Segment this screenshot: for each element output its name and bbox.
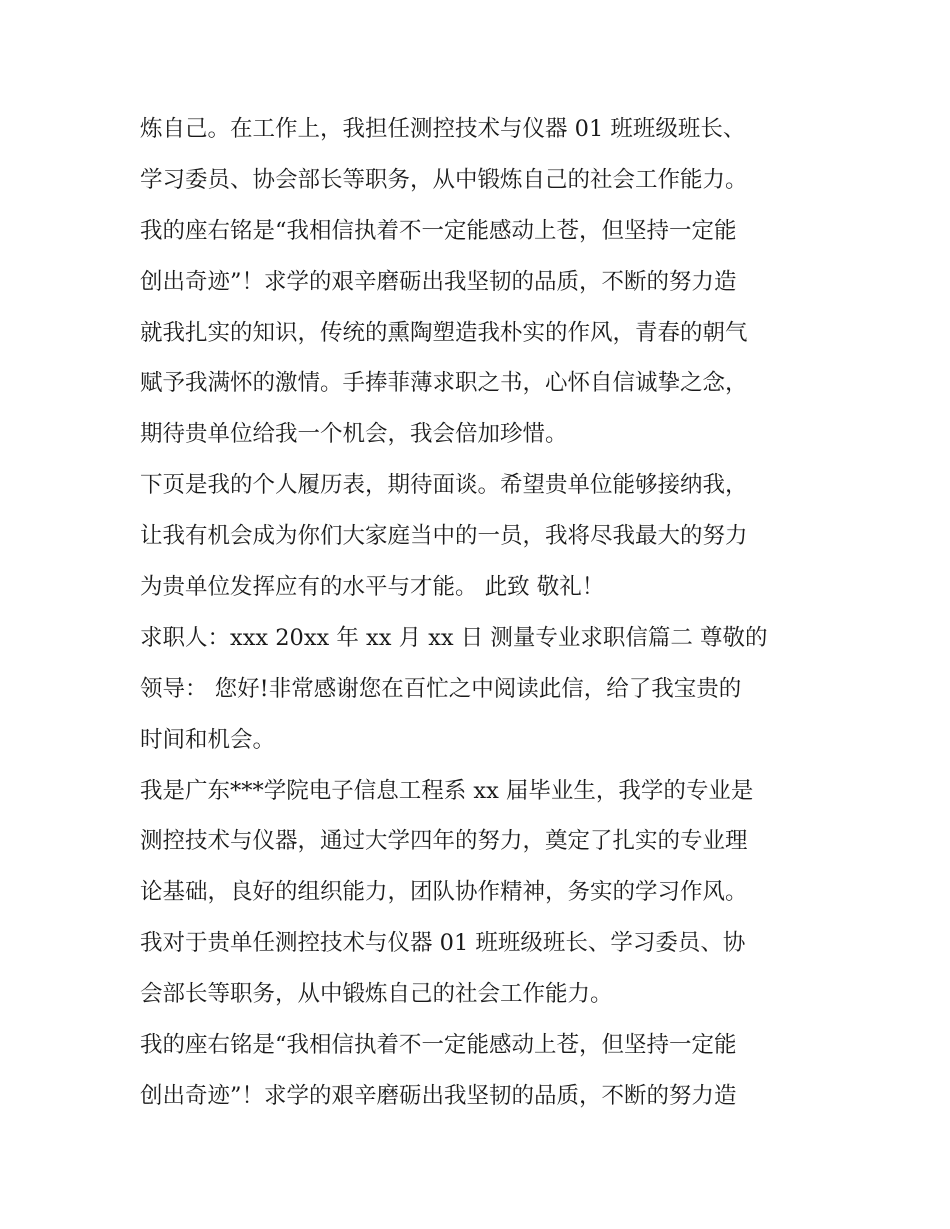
- text-line-3: 我的座右铭是“我相信执着不一定能感动上苍，但坚持一定能: [140, 217, 737, 244]
- body-text: [140, 104, 830, 1122]
- text-line-7: 期待贵单位给我一个机会，我会倍加珍惜。: [140, 421, 568, 448]
- text-line-18: 会部长等职务，从中锻炼自己的社会工作能力。: [140, 981, 613, 1008]
- text-line-20: 创出奇迹”！求学的艰辛磨砺出我坚韧的品质，不断的努力造: [140, 1082, 737, 1109]
- text-line-12: 领导： 您好!非常感谢您在百忙之中阅读此信，给了我宝贵的: [140, 675, 742, 702]
- text-line-6: 赋予我满怀的激情。手捧菲薄求职之书，心怀自信诚挚之念，: [140, 370, 748, 397]
- text-line-11: 求职人：xxx 20xx 年 xx 月 xx 日 测量专业求职信篇二 尊敬的: [140, 624, 768, 651]
- text-line-10: 为贵单位发挥应有的水平与才能。 此致 敬礼！: [140, 574, 605, 601]
- text-line-16: 论基础，良好的组织能力，团队协作精神，务实的学习作风。: [140, 879, 748, 906]
- text-line-5: 就我扎实的知识，传统的熏陶塑造我朴实的作风，青春的朝气: [140, 319, 748, 346]
- text-line-15: 测控技术与仪器，通过大学四年的努力，奠定了扎实的专业理: [140, 828, 748, 855]
- text-line-19: 我的座右铭是“我相信执着不一定能感动上苍，但坚持一定能: [140, 1032, 737, 1059]
- text-line-9: 让我有机会成为你们大家庭当中的一员，我将尽我最大的努力: [140, 523, 748, 550]
- text-line-14: 我是广东***学院电子信息工程系 xx 届毕业生，我学的专业是: [140, 777, 754, 804]
- text-line-2: 学习委员、协会部长等职务，从中锻炼自己的社会工作能力。: [140, 166, 748, 193]
- text-line-8: 下页是我的个人履历表，期待面谈。希望贵单位能够接纳我，: [140, 472, 748, 499]
- text-line-17: 我对于贵单任测控技术与仪器 01 班班级班长、学习委员、协: [140, 930, 746, 957]
- text-line-1: 炼自己。在工作上，我担任测控技术与仪器 01 班班级班长、: [140, 116, 746, 142]
- text-line-13: 时间和机会。: [140, 726, 276, 753]
- text-line-4: 创出奇迹”！求学的艰辛磨砺出我坚韧的品质，不断的努力造: [140, 268, 737, 295]
